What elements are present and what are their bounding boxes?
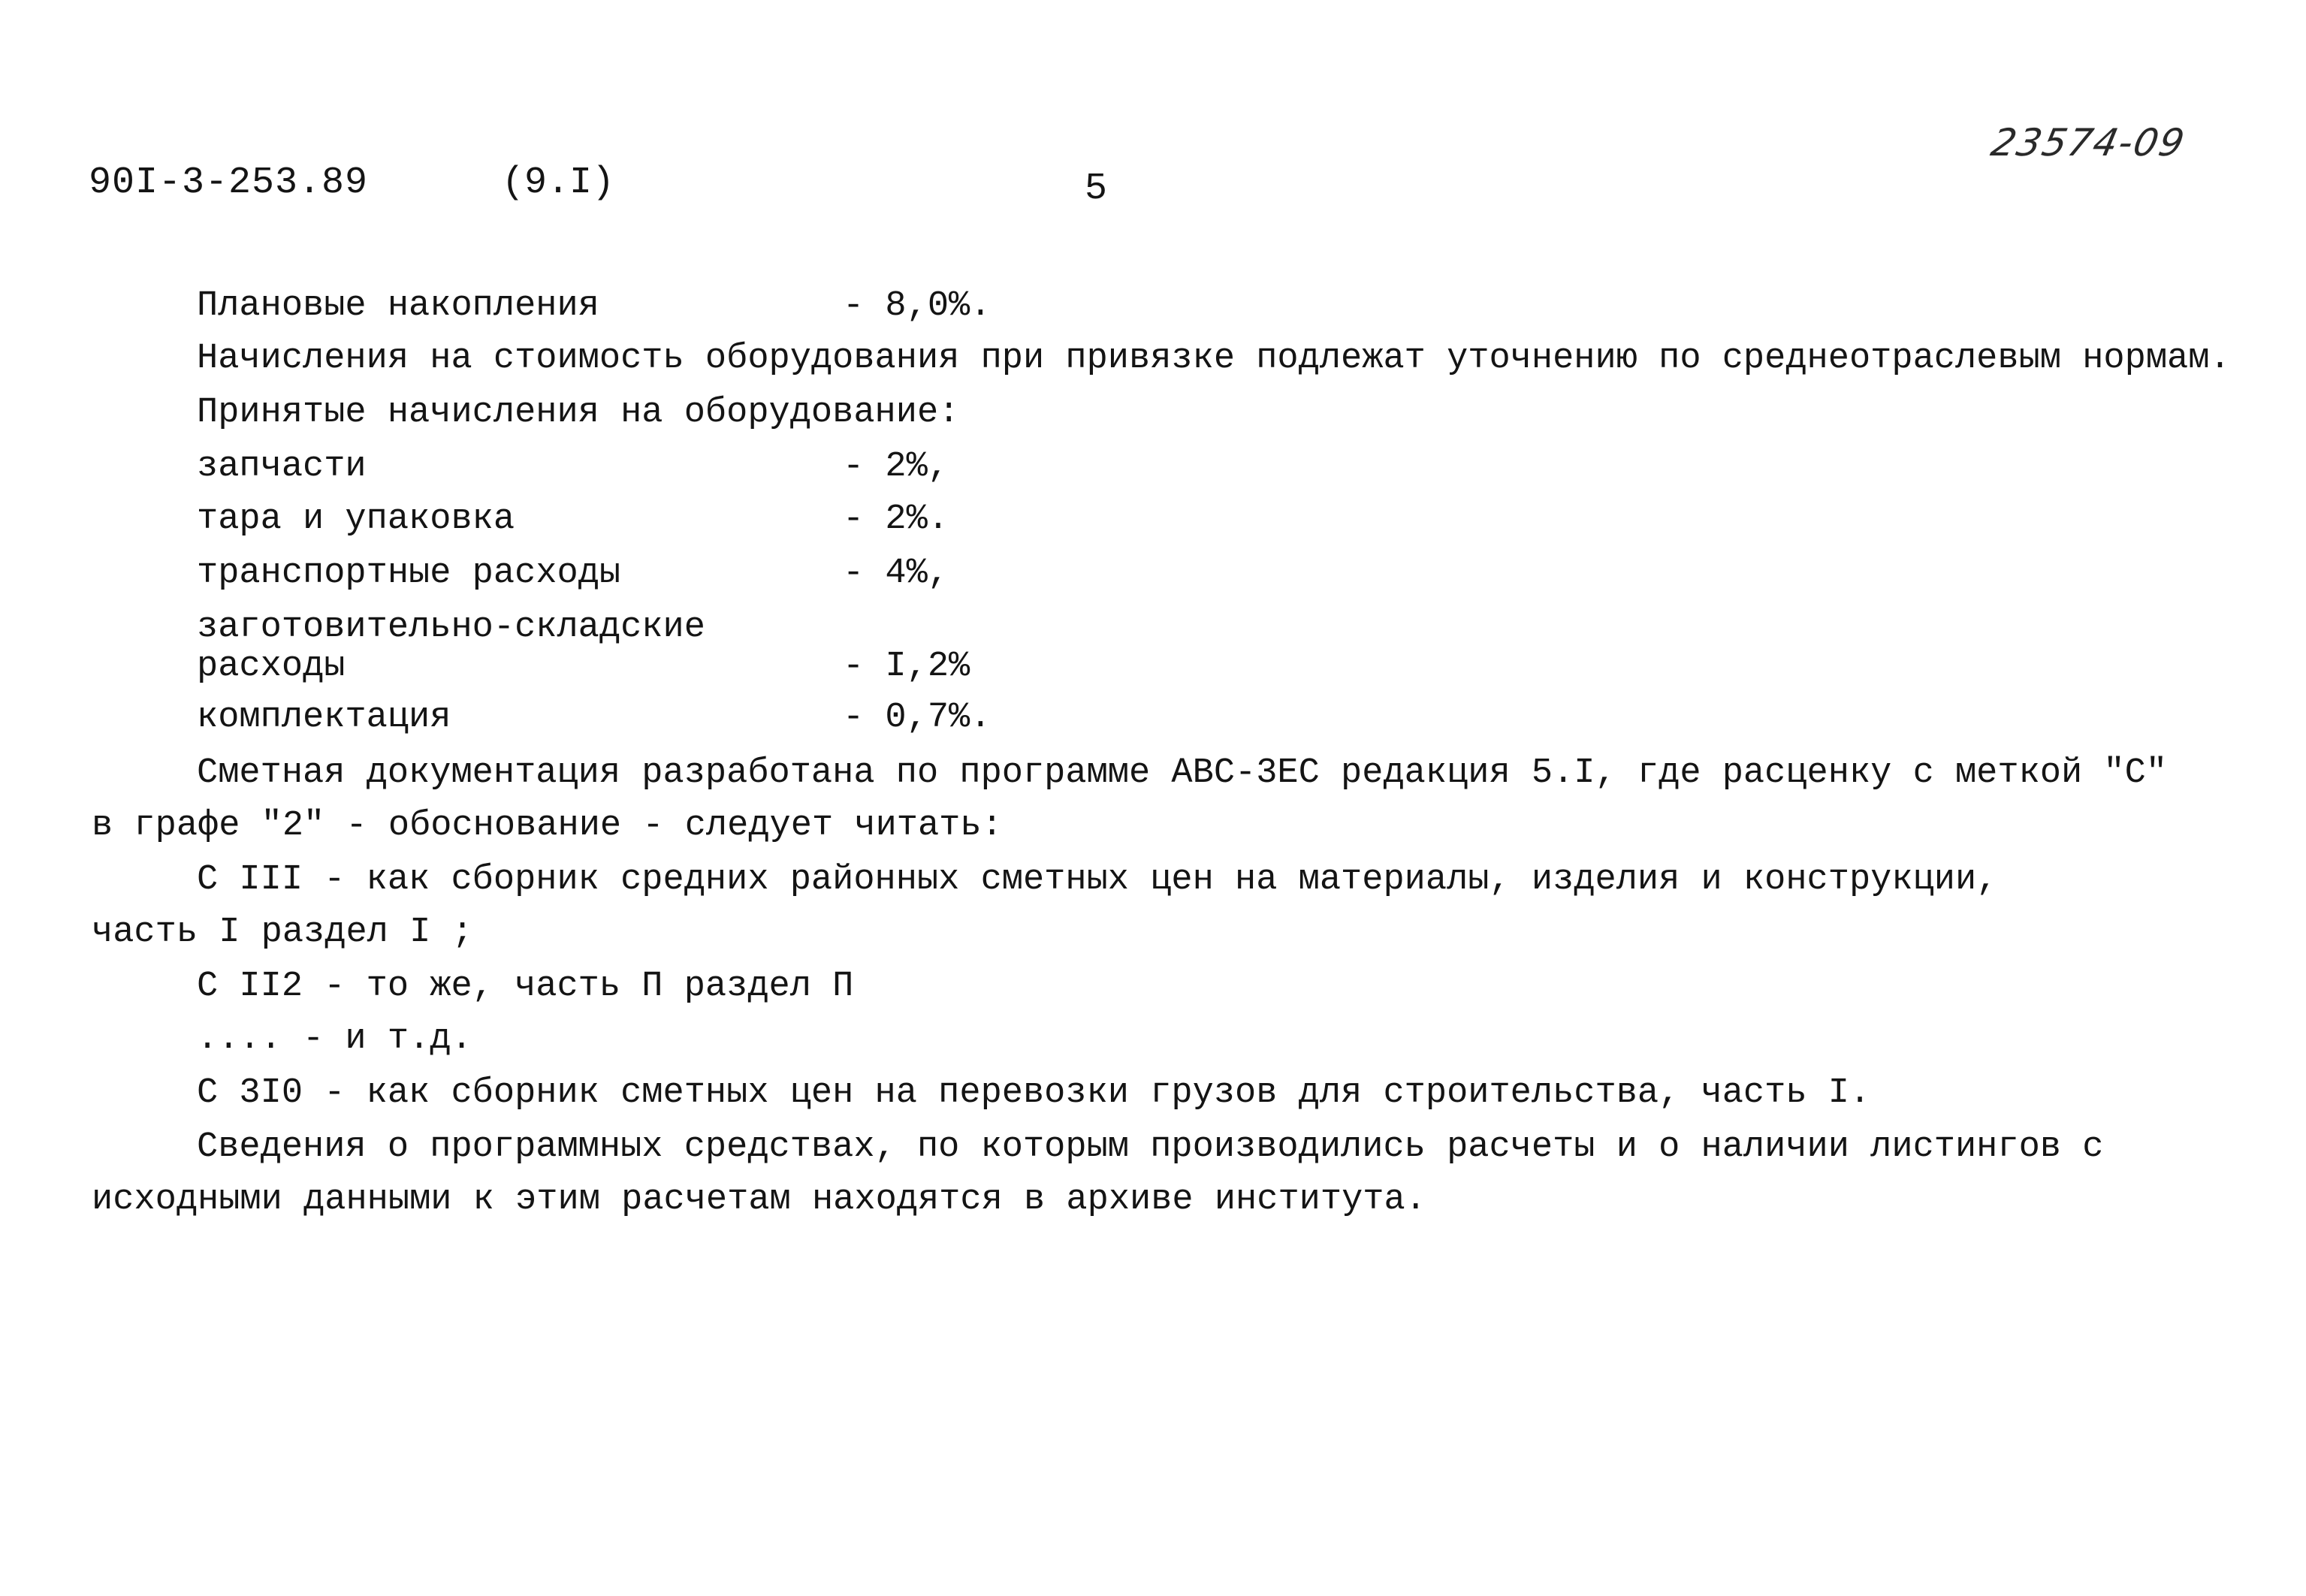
charge-value: - 4%, — [843, 554, 949, 593]
accepted-charges-heading: Принятые начисления на оборудование: — [197, 393, 960, 433]
charge-value: - I,2% — [843, 647, 970, 686]
code-c111-line1: С III - как сборник средних районных сметных цен на материалы, изделия и конструкции, — [197, 860, 1998, 900]
charge-value: - 0,7%. — [843, 698, 992, 738]
program-paragraph-line2: в графе "2" - обоснование - следует читать: — [92, 806, 1003, 846]
planned-savings-value: - 8,0%. — [843, 286, 992, 326]
charge-label: тара и упаковка — [197, 499, 515, 539]
charge-row — [197, 554, 949, 593]
charge-value: - 2%, — [843, 447, 949, 487]
charge-row — [197, 500, 949, 539]
charge-label: транспортные расходы — [197, 554, 621, 593]
page-number: 5 — [1085, 167, 1108, 210]
planned-savings-label: Плановые накопления — [197, 286, 599, 326]
planned-savings-row — [197, 287, 991, 326]
charge-label — [197, 608, 843, 686]
equipment-charges-paragraph: Начисления на стоимость оборудования при привязке подлежат уточнению по среднеотраслевым нормам. — [197, 339, 2231, 379]
charge-label-line1: заготовительно-складские — [197, 608, 705, 647]
charge-row — [197, 698, 991, 738]
code-etc: .... - и т.д. — [197, 1019, 472, 1059]
archive-paragraph-line2: исходными данными к этим расчетам находятся в архиве института. — [92, 1180, 1426, 1220]
handwritten-inventory-number: 23574-09 — [1987, 121, 2190, 164]
archive-paragraph-line1: Сведения о программных средствах, по которым производились расчеты и о наличии листингов с — [197, 1127, 2104, 1167]
section-number: (9.I) — [502, 161, 615, 204]
code-c310: С 3I0 - как сборник сметных цен на перевозки грузов для строительства, часть I. — [197, 1073, 1871, 1113]
charge-value: - 2%. — [843, 499, 949, 539]
charge-label: комплектация — [197, 698, 451, 738]
code-c111-line2: часть I раздел I ; — [92, 913, 473, 952]
program-paragraph-line1: Сметная документация разработана по программе АВС-3ЕС редакция 5.I, где расценку с меткой "С" — [197, 753, 2168, 793]
document-code: 90I-3-253.89 — [89, 161, 369, 204]
charge-label-line2: расходы — [197, 647, 346, 686]
charge-row — [197, 608, 970, 686]
charge-row — [197, 448, 949, 487]
charge-label: запчасти — [197, 447, 367, 487]
code-c112: С II2 - то же, часть П раздел П — [197, 967, 854, 1006]
